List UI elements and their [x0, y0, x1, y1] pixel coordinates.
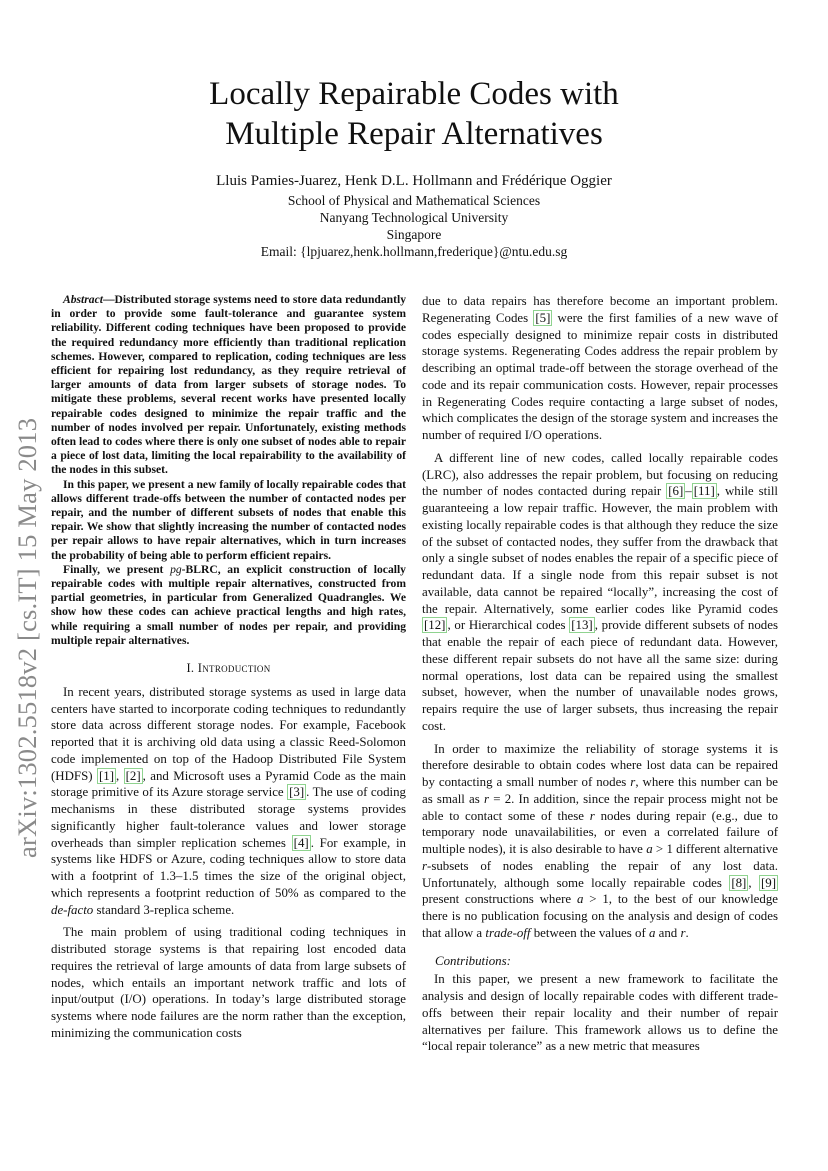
- abstract-label: Abstract: [63, 293, 103, 306]
- citation-link[interactable]: [2]: [125, 768, 141, 783]
- citation-link[interactable]: [12]: [424, 618, 446, 633]
- right-paragraph-3: In order to maximize the reliability of storage systems it is therefore desirable to obtain codes where lost data can be repaired by contacting a small number of nodes r, where this number can be as small as r = 2. In addition, since the repair process might not be able to contact some of these r nodes during repair (e.g., due to temporary node unavailabilities, or even a correlated failure of multiple nodes), it is also desirable to have a > 1 different alternative r-subsets of nodes enabling the repair of any lost data. Unfortunately, although some locally repairable codes [8] , [9] present constructions where a > 1, to the best of our knowledge there is no publication focusing on the analysis and design of codes that allow a trade-off between the values of a and r.: [422, 741, 778, 940]
- subsection-heading-contributions: Contributions:: [435, 953, 511, 968]
- citation-link[interactable]: [11]: [693, 484, 715, 499]
- abstract: [51, 293, 406, 648]
- arxiv-identifier: arXiv:1302.5518v2 [cs.IT] 15 May 2013: [12, 417, 42, 858]
- citation-link[interactable]: [13]: [571, 618, 593, 633]
- author-email: Email: {lpjuarez,henk.hollmann,frederique}@ntu.edu.sg: [260, 244, 568, 259]
- citation-link[interactable]: [8]: [731, 875, 747, 890]
- citation-link[interactable]: [5]: [535, 310, 551, 325]
- title-line-2: Multiple Repair Alternatives: [225, 116, 603, 152]
- citation-link[interactable]: [1]: [98, 768, 114, 783]
- title-line-1: Locally Repairable Codes with: [209, 76, 619, 112]
- abstract-paragraph-3: Finally, we present pg-BLRC, an explicit construction of locally repairable codes with multiple repair alternatives, constructed from partial geometries, in particular from Generalized Quadrangles. We show how these codes can achieve practical lengths and high rates, while requiring a small number of nodes per repair, and providing multiple repair alternatives.: [51, 562, 406, 647]
- right-paragraph-1: due to data repairs has therefore become an important problem. Regenerating Codes [5] were the first families of a new wave of codes especially designed to minimize repair costs in distributed storage systems. Regenerating Codes address the repair problem by describing an optimal trade-off between the storage overhead of the code and its repair communication costs. However, repair processes in Regenerating Codes require contacting a large subset of nodes, which complicates the design of the storage system and increases the number of required I/O operations.: [422, 294, 778, 442]
- author-list: Lluis Pamies-Juarez, Henk D.L. Hollmann and Frédérique Oggier: [216, 173, 612, 189]
- citation-link[interactable]: [3]: [289, 785, 305, 800]
- citation-link[interactable]: [4]: [293, 835, 309, 850]
- right-column: [422, 293, 778, 1055]
- right-paragraph-2: A different line of new codes, called locally repairable codes (LRC), also addresses the repair problem, but focusing on reducing the number of nodes contacted during repair [6] – [11] , while still guaranteeing a low repair traffic. However, the main problem with existing locally repairable codes is that although they reduce the size of the subset of contacted nodes, they suffer from the drawback that only a single subset of nodes enables the repair of a specific piece of redundant data. If a single node from this repair subset is not available, data cannot be repaired “locally”, increasing the cost of the repair. Alternatively, some earlier codes like Pyramid codes [12] , or Hierarchical codes [13] , provide different subsets of nodes that enable the repair of each piece of redundant data. However, these different repair subsets do not have all the same size: during normal operations, lost data can be repaired using the smallest subset, however, when the number of unavailable nodes grows, repairs require the use of larger subsets, thus increasing the repair cost.: [422, 450, 778, 733]
- affiliation-country: Singapore: [386, 227, 442, 242]
- abstract-paragraph-1: Abstract—Distributed storage systems need to store data redundantly in order to provide some fault-tolerance and guarantee system reliability. Different coding techniques have been proposed to provide the required redundancy more efficiently than traditional replication schemes. However, compared to replication, coding techniques are less efficient for repairing lost redundancy, as they require retrieval of larger amounts of data from larger subsets of storage nodes. To mitigate these problems, several recent works have presented locally repairable codes designed to minimize the repair traffic and the number of nodes involved per repair. Unfortunately, existing methods often lead to codes where there is only one subset of nodes able to repair a piece of lost data, limiting the local repairability to the availability of the nodes in this subset.: [51, 293, 406, 477]
- citation-link[interactable]: [9]: [760, 875, 776, 890]
- affiliation-school: School of Physical and Mathematical Sciences: [287, 193, 541, 208]
- paper-title: [0, 74, 828, 154]
- intro-paragraph-2: The main problem of using traditional coding techniques in distributed storage systems is that repairing lost encoded data requires the retrieval of large amounts of data from large subsets of nodes, which entails an important network traffic and lots of input/output (I/O) operations. In today’s large distributed storage systems where node failures are the norm rather than the exception, minimizing the communication costs: [51, 925, 406, 1040]
- contributions-paragraph: In this paper, we present a new framework to facilitate the analysis and design of locally repairable codes with different trade-offs between their repair locality and their number of repair alternatives per failure. This framework allows us to define the “local repair tolerance” as a new metric that measures: [422, 972, 778, 1054]
- affiliation-university: Nanyang Technological University: [319, 210, 509, 225]
- intro-paragraph-1: In recent years, distributed storage systems as used in large data centers have started to incorporate coding techniques to redundantly store data across different storage nodes. For example, Facebook reported that it is archiving old data using a classic Reed-Solomon code implemented on top of the Hadoop Distributed File System (HDFS) [1] , [2] , and Microsoft uses a Pyramid Code as the main storage primitive of its Azure storage service [3] . The use of coding mechanisms in these distributed storage systems provides significantly higher fault-tolerance values and lower storage overheads than simpler replication schemes [4] . For example, in systems like HDFS or Azure, coding techniques allow to store data with a footprint of 1.3–1.5 times the size of the original object, which represents a footprint reduction of 50% as compared to the de-facto standard 3-replica scheme.: [51, 684, 406, 917]
- abstract-paragraph-2: In this paper, we present a new family of locally repairable codes that allows different trade-offs between the number of contacted nodes per repair, and the number of different subsets of nodes that enable this repair. We show that slightly increasing the number of contacted nodes per repair allows to have repair alternatives, which in turn increases the probability of being able to perform efficient repairs.: [51, 477, 406, 562]
- citation-link[interactable]: [6]: [668, 484, 684, 499]
- left-column: [51, 293, 406, 1042]
- section-heading-introduction: I. Introduction: [186, 661, 271, 676]
